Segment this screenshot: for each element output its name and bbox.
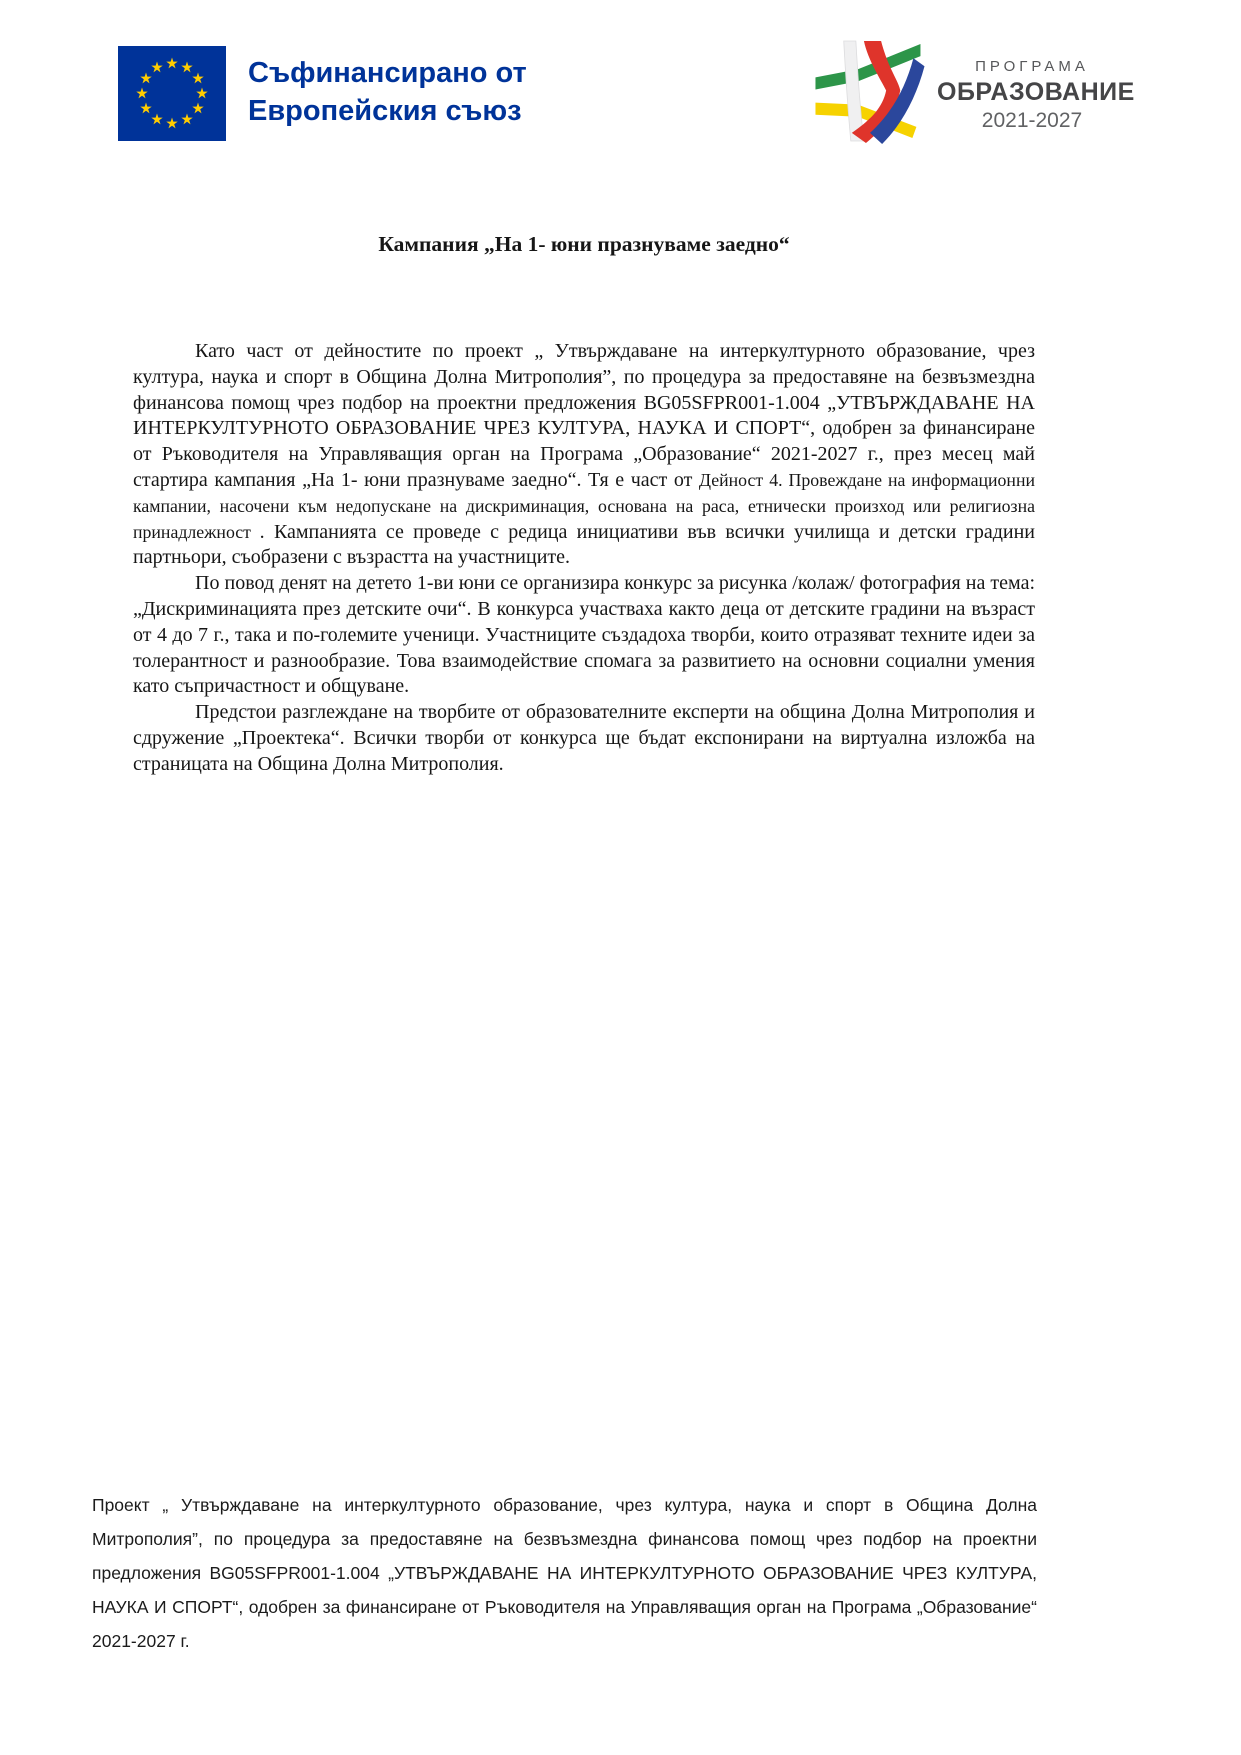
eu-logo-text-line1: Съфинансирано от	[248, 57, 527, 89]
body-paragraph-1	[133, 339, 1035, 571]
program-logo-title: ОБРАЗОВАНИЕ	[937, 78, 1135, 106]
eu-flag-icon	[118, 46, 226, 141]
program-logo-name: ПРОГРАМА	[975, 58, 1089, 75]
paragraph1-tail: . Кампанията се проведе с редица инициативи във всички училища и детски градини партньори, съобразени с възрастта на участниците.	[133, 520, 1035, 569]
eu-cofunded-logo	[118, 46, 527, 141]
paragraph1-activity-reference: Дейност 4. Провеждане на информационни кампании, насочени към недопускане на дискриминация, основана на раса, етнически произход или религиозна принадлежност	[133, 469, 1035, 542]
eu-logo-text	[248, 54, 527, 130]
eu-logo-text-line2: Европейския съюз	[248, 95, 522, 127]
program-ribbons-icon	[815, 38, 927, 144]
paragraph1-lead: Като част от дейностите по проект „ Утвърждаване на интеркултурното образование, чрез култура, наука и спорт в Община Долна Митрополия”, по процедура за предоставяне на безвъзмездна финансова помощ чрез подбор на проектни предложения BG05SFPR001-1.004 „УТВЪРЖДАВАНЕ НА ИНТЕРКУЛТУРНОТО ОБРАЗОВАНИЕ ЧРЕЗ КУЛТУРА, НАУКА И СПОРТ“, одобрен за финансиране от Ръководителя на Управляващия орган на Програма „Образование“ 2021-2027 г., през месец май стартира кампания „На 1- юни празнуваме заедно“. Тя е част от	[133, 340, 1035, 491]
body-paragraph-2: По повод денят на детето 1-ви юни се организира конкурс за рисунка /колаж/ фотография на тема: „Дискриминацията през детските очи“. В конкурса участваха както деца от детските градини на възраст от 4 до 7 г., така и по-големите ученици. Участниците създадоха творби, които отразяват техните идеи за толерантност и разнообразие. Това взаимодействие спомага за развитието на основни социални умения като съпричастност и общуване.	[133, 572, 1035, 698]
document-title: Кампания „На 1- юни празнуваме заедно“	[378, 232, 790, 256]
program-education-logo	[815, 36, 1135, 146]
program-logo-text	[937, 58, 1135, 133]
footer-project-description: Проект „ Утвърждаване на интеркултурното образование, чрез култура, наука и спорт в Община Долна Митрополия”, по процедура за предоставяне на безвъзмездна финансова помощ чрез подбор на проектни предложения BG05SFPR001-1.004 „УТВЪРЖДАВАНЕ НА ИНТЕРКУЛТУРНОТО ОБРАЗОВАНИЕ ЧРЕЗ КУЛТУРА, НАУКА И СПОРТ“, одобрен за финансиране от Ръководителя на Управляващия орган на Програма „Образование“ 2021-2027 г.	[92, 1495, 1037, 1651]
body-paragraph-3: Предстои разглеждане на творбите от образователните експерти на община Долна Митрополия и сдружение „Проектека“. Всички творби от конкурса ще бъдат експонирани на виртуална изложба на страницата на Община Долна Митрополия.	[133, 701, 1035, 775]
document-body	[133, 339, 1035, 778]
program-logo-period: 2021-2027	[981, 109, 1083, 132]
